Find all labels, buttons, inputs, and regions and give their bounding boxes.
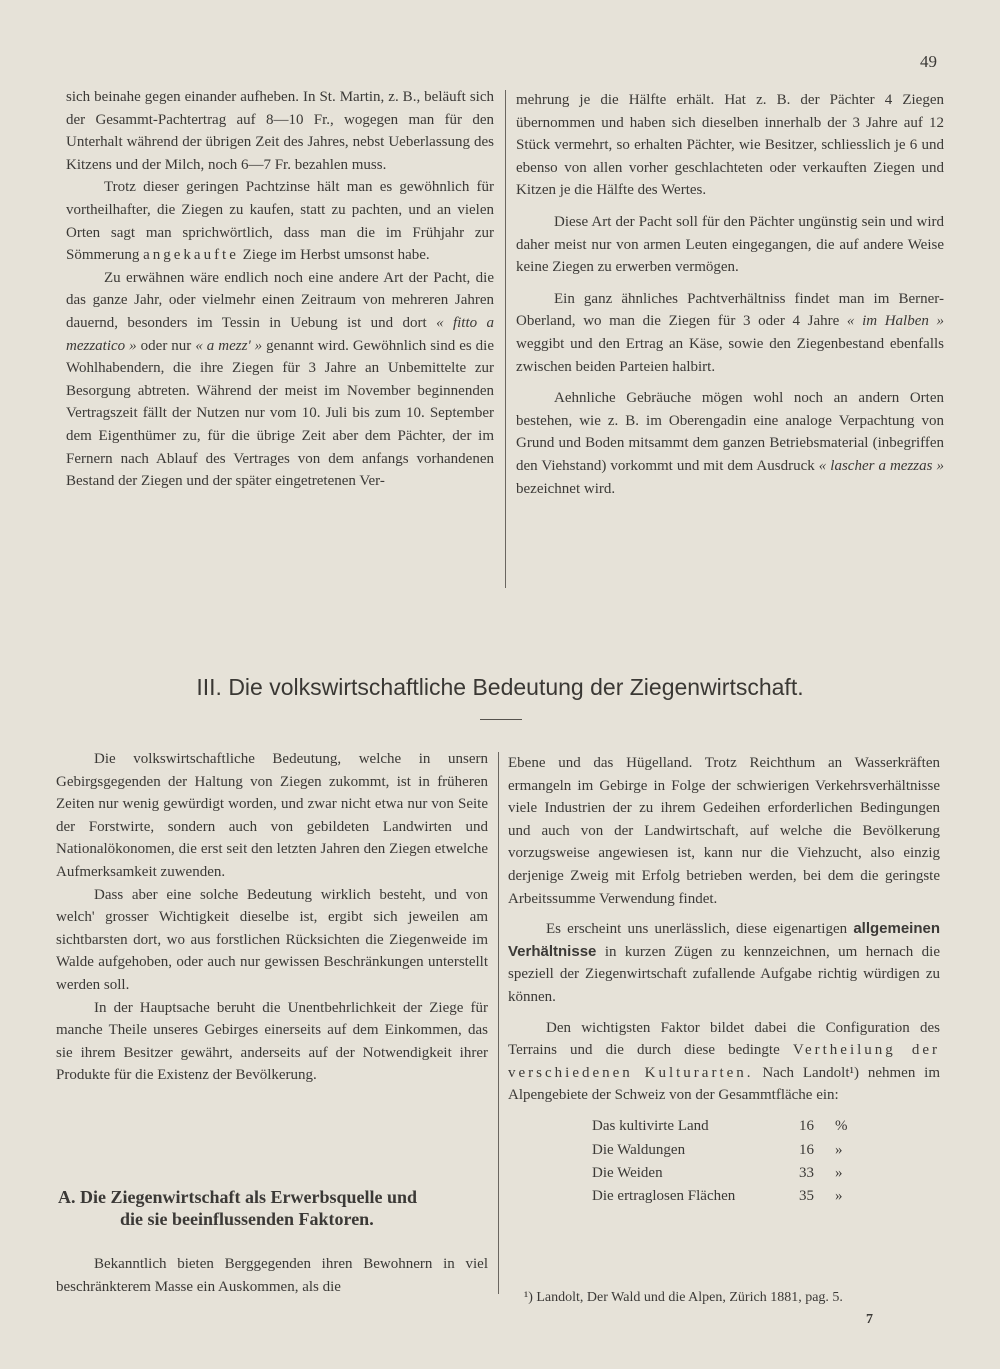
- paragraph: sich beinahe gegen einander aufheben. In St. Martin, z. B., beläuft sich der Gesammt-Pachtertrag auf 8—10 Fr., wogegen man für den Unterhalt während der übrigen Zeit des Jahres, nebst Ueberlassung des Kitzens und der Milch, noch 6—7 Fr. bezahlen muss.: [66, 89, 494, 173]
- paragraph: [516, 288, 944, 378]
- area-label: Das kultivirte Land: [592, 1118, 709, 1135]
- area-label: Die Waldungen: [592, 1141, 686, 1158]
- subsection-line: die sie beeinflussenden Faktoren.: [120, 1209, 374, 1229]
- text-run: genannt wird. Gewöhnlich sind es die Wohlhabendern, die ihre Ziegen für 3 Jahre an Unbemittelte zur Besorgung abtreten. Während der meist im November beginnenden Vertragszeit fällt der Nutzen nur vom 10. Juli bis zum 10. September dem Eigenthümer zu, für die übrige Zeit aber dem Pächter, der im Fernern nach Ablauf des Vertrages von dem anfangs vorhandenen Bestand der Ziegen und der später eingetretenen Ver-: [66, 337, 495, 490]
- text-run: oder nur: [140, 337, 192, 354]
- paragraph: [516, 387, 944, 500]
- area-unit: %: [835, 1118, 848, 1135]
- column-rule: [498, 752, 499, 1294]
- column-rule: [505, 90, 506, 588]
- text-run: Aehnliche Gebräuche mögen wohl noch an andern Orten bestehen, wie z. B. im Oberengadin eine analoge Verpachtung von Grund und Boden mitsammt dem ganzen Betriebsmaterial (inbegriffen den Viehstand) vorkommt und mit dem Ausdruck: [516, 390, 944, 474]
- area-label: Die ertraglosen Flächen: [592, 1188, 736, 1205]
- text-run: Es erscheint uns unerlässlich, diese eigenartigen: [546, 921, 848, 938]
- text-run: bezeichnet wird.: [516, 480, 616, 497]
- area-unit: »: [835, 1165, 843, 1182]
- area-unit: »: [835, 1188, 843, 1205]
- bold-term: allgemeinen Verhältnisse: [508, 920, 941, 960]
- paragraph: mehrung je die Hälfte erhält. Hat z. B. der Pächter 4 Ziegen übernommen und haben sich dieselben innerhalb der 3 Jahre auf 12 Stück vermehrt, so erhalten Pächter, wie Besitzer, schliesslich je 6 und ebenso von allen vorher geschlachteten oder verkauften Ziegen und Kitzen je die Hälfte des Wertes.: [516, 92, 944, 199]
- text-run: Ziege im Herbst umsonst habe.: [242, 247, 430, 264]
- printer-signature: 7: [866, 1312, 873, 1327]
- footnote: ¹) Landolt, Der Wald und die Alpen, Zürich 1881, pag. 5.: [524, 1290, 843, 1305]
- text-run: weggibt und den Ertrag an Käse, sowie den Ziegenbestand ebenfalls zwischen beiden Parteien halbirt.: [516, 335, 944, 375]
- table-row: [592, 1162, 848, 1185]
- top-left-column: [66, 86, 494, 493]
- paragraph: [508, 918, 940, 1008]
- italic-term: « fitto a mezzatico »: [66, 314, 495, 354]
- area-value: 33: [799, 1165, 814, 1182]
- text-run: Trotz dieser geringen Pachtzinse hält man es gewöhnlich für vortheilhafter, die Ziegen zu kaufen, statt zu pachten, und an vielen Orten sagt man sprichwörtlich, dass man die im Frühjahr zur Sömmerung: [66, 179, 494, 264]
- bottom-left-column: [56, 748, 488, 1087]
- spaced-emphasis: Vertheilung der verschiedenen Kulturarten.: [508, 1042, 941, 1081]
- text-run: Ein ganz ähnliches Pachtverhältniss findet man im Berner-Oberland, wo man die Ziegen für 3 oder 4 Jahre: [516, 290, 944, 330]
- area-value: 16: [799, 1141, 814, 1158]
- table-row: [592, 1138, 848, 1161]
- bottom-right-column: [508, 752, 940, 1208]
- subsection-line: A. Die Ziegenwirtschaft als Erwerbsquelle und: [58, 1187, 417, 1207]
- paragraph: Diese Art der Pacht soll für den Pächter ungünstig sein und wird daher meist nur von armen Leuten eingegangen, die auf andere Weise keine Ziegen zu erwerben vermögen.: [516, 213, 944, 276]
- text-run: Den wichtigsten Faktor bildet dabei die Configuration des Terrains und die durch diese bedingte: [508, 1019, 940, 1059]
- heading-rule: [480, 719, 522, 720]
- section-heading: III. Die volkswirtschaftliche Bedeutung der Ziegenwirtschaft.: [196, 674, 804, 700]
- paragraph: Die volkswirtschaftliche Bedeutung, welche in unsern Gebirgsgegenden der Haltung von Ziegen zukommt, ist in früheren Zeiten nur wenig gewürdigt worden, und zwar nicht etwa nur von Seite der Forstwirte, sondern auch von gebildeten Landwirten und Nationalökonomen, die erst seit den letzten Jahren den Ziegen etwelche Aufmerksamkeit zuwenden.: [56, 751, 488, 880]
- italic-term: « lascher a mezzas »: [818, 457, 944, 474]
- table-row: [592, 1115, 848, 1138]
- text-run: Zu erwähnen wäre endlich noch eine andere Art der Pacht, die das ganze Jahr, oder vielmehr einen Zeitraum von mehreren Jahren dauernd, besonders im Tessin in Uebung ist und dort: [66, 269, 494, 331]
- area-unit: »: [835, 1141, 843, 1158]
- italic-term: « a mezz' »: [195, 337, 263, 354]
- paragraph: In der Hauptsache beruht die Unentbehrlichkeit der Ziege für manche Theile unseres Gebirges einerseits auf dem Einkommen, das sie ihrem Besitzer gewährt, anderseits auf der Notwendigkeit ihrer Produkte für die Existenz der Bevölkerung.: [56, 999, 488, 1084]
- paragraph: [508, 1017, 940, 1107]
- table-row: [592, 1185, 848, 1208]
- paragraph: Dass aber eine solche Bedeutung wirklich besteht, und von welch' grosser Wichtigkeit dieselbe ist, ergibt sich jeweilen am sichtbarsten dort, wo aus forstlichen Rücksichten die Ziegenweide im Walde aufgehoben, oder auch nur gewissen Beschränkungen unterstellt werden soll.: [56, 886, 488, 993]
- page-number: 49: [920, 52, 937, 71]
- top-right-column: [516, 89, 944, 500]
- text-run: in kurzen Zügen zu kennzeichnen, um hernach die speziell der Ziegenwirtschaft zufallende Aufgabe richtig würdigen zu können.: [508, 943, 940, 1005]
- area-value: 16: [799, 1118, 814, 1135]
- bottom-left-continuation: [56, 1253, 488, 1298]
- paragraph: [66, 267, 494, 493]
- italic-term: « im Halben »: [846, 313, 945, 330]
- spaced-emphasis: angekaufte: [143, 247, 239, 264]
- paragraph: [66, 176, 494, 266]
- subsection-heading: [58, 1186, 488, 1230]
- area-label: Die Weiden: [592, 1165, 663, 1182]
- paragraph: Ebene und das Hügelland. Trotz Reichthum an Wasserkräften ermangeln im Gebirge in Folge der schwierigen Verkehrsverhältnisse viele Industrien der zu ihrem Gedeihen erforderlichen Bedingungen und auch von der Landwirtschaft, auf welche die Bevölkerung vorzugsweise angewiesen ist, kann nur die Viehzucht, also einzig derjenige Zweig mit Erfolg betrieben werden, bei dem die geringste Arbeitssumme Verwendung findet.: [508, 755, 940, 907]
- area-value: 35: [799, 1188, 814, 1205]
- area-distribution-table: [592, 1115, 848, 1209]
- text-run: Nach Landolt¹) nehmen im Alpengebiete der Schweiz von der Gesammtfläche ein:: [508, 1064, 941, 1104]
- paragraph: Bekanntlich bieten Berggegenden ihren Bewohnern in viel beschränkterem Masse ein Auskommen, als die: [56, 1256, 488, 1295]
